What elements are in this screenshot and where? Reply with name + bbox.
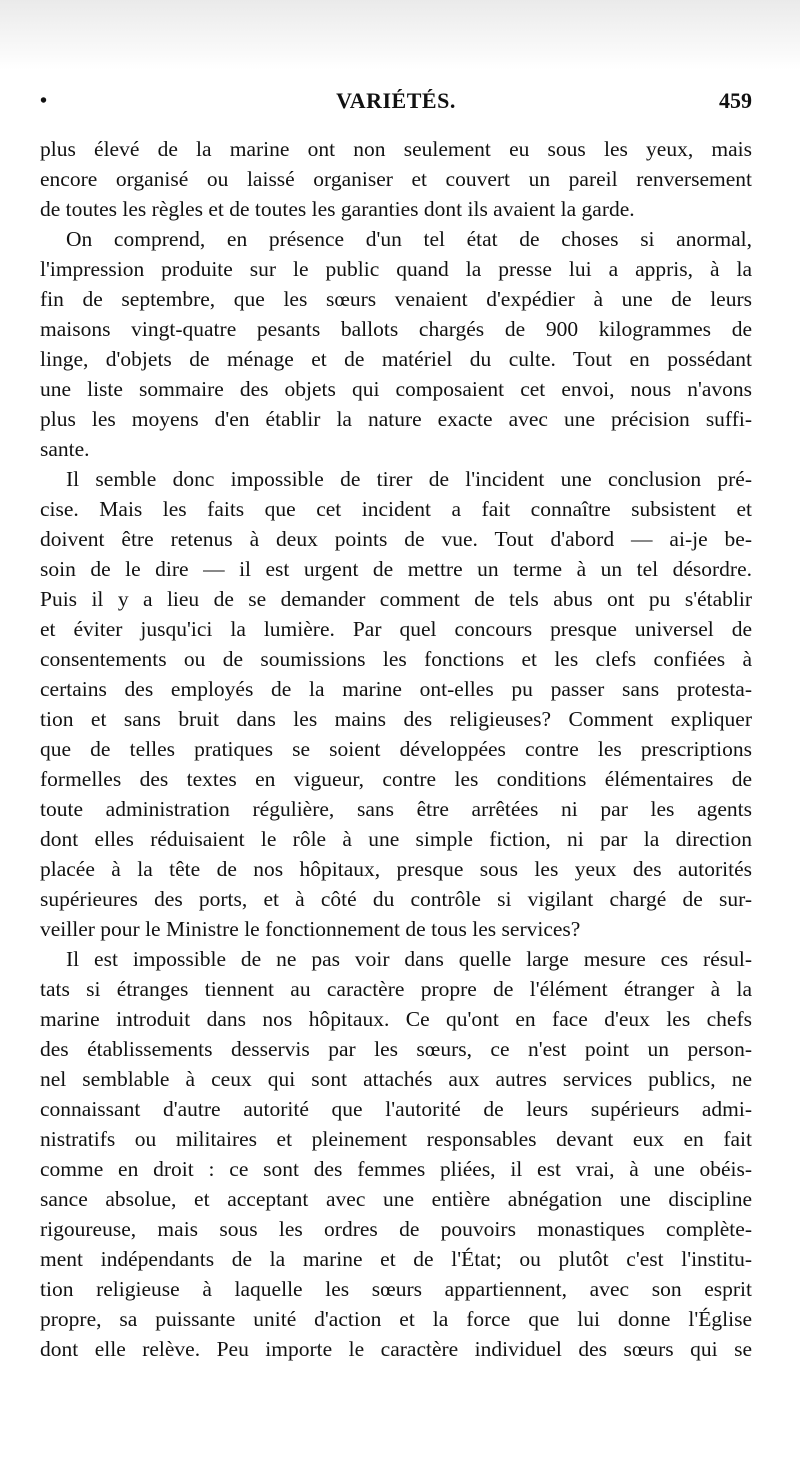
text-line: sante.	[40, 437, 90, 461]
text-line: Il semble donc impossible de tirer de l'incident une conclusion pré-	[66, 467, 752, 491]
text-line: doivent être retenus à deux points de vue. Tout d'abord — ai-je be-	[40, 527, 752, 551]
text-line: nistratifs ou militaires et pleinement responsables devant eux en fait	[40, 1127, 752, 1151]
text-line: propre, sa puissante unité d'action et la force que lui donne l'Église	[40, 1307, 752, 1331]
text-line: sance absolue, et acceptant avec une entière abnégation une discipline	[40, 1187, 752, 1211]
text-line: soin de le dire — il est urgent de mettre un terme à un tel désordre.	[40, 557, 752, 581]
scan-texture	[0, 0, 800, 70]
text-line: rigoureuse, mais sous les ordres de pouvoirs monastiques complète-	[40, 1217, 752, 1241]
printer-mark: •	[40, 90, 48, 112]
text-line: veiller pour le Ministre le fonctionnement de tous les services?	[40, 917, 581, 941]
text-line: ment indépendants de la marine et de l'État; ou plutôt c'est l'institu-	[40, 1247, 752, 1271]
text-line: tion et sans bruit dans les mains des religieuses? Comment expliquer	[40, 707, 752, 731]
text-line: des établissements desservis par les sœurs, ce n'est point un person-	[40, 1037, 752, 1061]
text-line: tion religieuse à laquelle les sœurs appartiennent, avec son esprit	[40, 1277, 752, 1301]
text-line: supérieures des ports, et à côté du contrôle si vigilant chargé de sur-	[40, 887, 752, 911]
text-line: Puis il y a lieu de se demander comment de tels abus ont pu s'établir	[40, 587, 752, 611]
text-line: plus les moyens d'en établir la nature exacte avec une précision suffi-	[40, 407, 752, 431]
text-line: comme en droit : ce sont des femmes pliées, il est vrai, à une obéis-	[40, 1157, 752, 1181]
text-line: tats si étranges tiennent au caractère propre de l'élément étranger à la	[40, 977, 752, 1001]
text-line: placée à la tête de nos hôpitaux, presque sous les yeux des autorités	[40, 857, 752, 881]
text-line: que de telles pratiques se soient développées contre les prescriptions	[40, 737, 752, 761]
text-line: toute administration régulière, sans être arrêtées ni par les agents	[40, 797, 752, 821]
text-line: et éviter jusqu'ici la lumière. Par quel concours presque universel de	[40, 617, 752, 641]
text-line: une liste sommaire des objets qui composaient cet envoi, nous n'avons	[40, 377, 752, 401]
text-line: marine introduit dans nos hôpitaux. Ce qu'ont en face d'eux les chefs	[40, 1007, 752, 1031]
text-line: maisons vingt-quatre pesants ballots chargés de 900 kilogrammes de	[40, 317, 752, 341]
body-text	[40, 134, 752, 1364]
text-line: fin de septembre, que les sœurs venaient d'expédier à une de leurs	[40, 287, 752, 311]
text-line: formelles des textes en vigueur, contre les conditions élémentaires de	[40, 767, 752, 791]
text-line: plus élevé de la marine ont non seulement eu sous les yeux, mais	[40, 137, 752, 161]
text-line: l'impression produite sur le public quand la presse lui a appris, à la	[40, 257, 752, 281]
text-line: connaissant d'autre autorité que l'autorité de leurs supérieurs admi-	[40, 1097, 752, 1121]
text-line: On comprend, en présence d'un tel état de choses si anormal,	[66, 227, 752, 251]
text-line: certains des employés de la marine ont-elles pu passer sans protesta-	[40, 677, 752, 701]
text-line: de toutes les règles et de toutes les garanties dont ils avaient la garde.	[40, 197, 635, 221]
text-line: linge, d'objets de ménage et de matériel du culte. Tout en possédant	[40, 347, 752, 371]
text-line: Il est impossible de ne pas voir dans quelle large mesure ces résul-	[66, 947, 752, 971]
text-line: nel semblable à ceux qui sont attachés aux autres services publics, ne	[40, 1067, 752, 1091]
running-title: VARIÉTÉS.	[336, 88, 456, 113]
text-line: encore organisé ou laissé organiser et couvert un pareil renversement	[40, 167, 752, 191]
text-line: consentements ou de soumissions les fonctions et les clefs confiées à	[40, 647, 752, 671]
text-line: dont elles réduisaient le rôle à une simple fiction, ni par la direction	[40, 827, 752, 851]
page-number: 459	[719, 88, 752, 113]
running-header	[40, 88, 752, 122]
text-line: cise. Mais les faits que cet incident a fait connaître subsistent et	[40, 497, 752, 521]
text-line: dont elle relève. Peu importe le caractère individuel des sœurs qui se	[40, 1337, 752, 1361]
